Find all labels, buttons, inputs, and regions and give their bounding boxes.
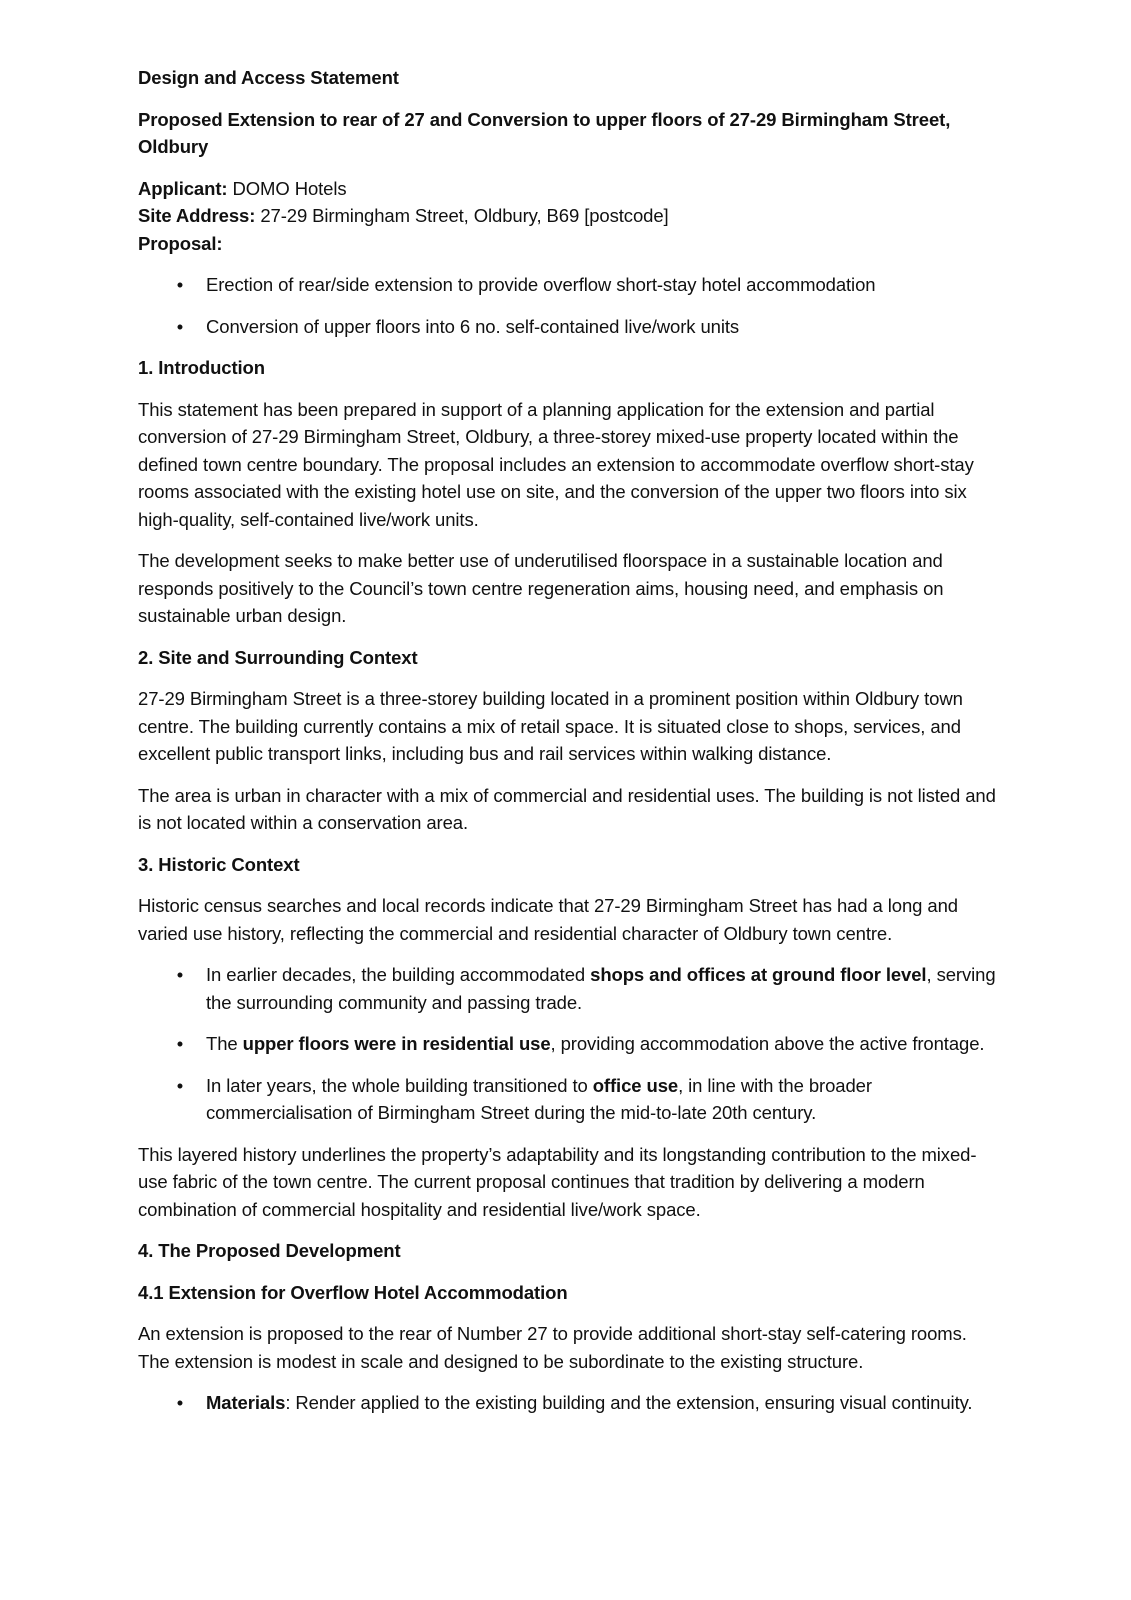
- site-address-value: 27-29 Birmingham Street, Oldbury, B69 [postcode]: [260, 205, 669, 226]
- paragraph: This statement has been prepared in support of a planning application for the extension and partial conversion of 27-29 Birmingham Street, Oldbury, a three-storey mixed-use property located within the defined town centre boundary. The proposal includes an extension to accommodate overflow short-stay rooms associated with the existing hotel use on site, and the conversion of the upper two floors into six high-quality, self-contained live/work units.: [138, 398, 974, 530]
- document-page: [138, 64, 998, 1431]
- applicant-label: Applicant:: [138, 177, 228, 199]
- list-item-text: In earlier decades, the building accommodated: [206, 964, 591, 985]
- bullet-icon: •: [176, 1392, 184, 1413]
- list-item-text: , serving the surrounding community and passing trade.: [206, 964, 996, 1013]
- historic-use-list: [138, 961, 998, 1127]
- proposal-label: Proposal:: [138, 232, 223, 254]
- list-item: [138, 313, 998, 341]
- site-address-label: Site Address:: [138, 205, 256, 226]
- list-item-emphasis: Materials: [206, 1392, 286, 1413]
- paragraph: Historic census searches and local records indicate that 27-29 Birmingham Street has had a long and varied use history, reflecting the commercial and residential character of Oldbury town centre.: [138, 895, 958, 944]
- paragraph: The development seeks to make better use of underutilised floorspace in a sustainable location and responds positively to the Council’s town centre regeneration aims, housing need, and emphasis on sustainable urban design.: [138, 550, 944, 626]
- list-item: [138, 1072, 998, 1127]
- proposal-list: [138, 271, 998, 340]
- extension-details-list: [138, 1389, 998, 1417]
- applicant-value: DOMO Hotels: [232, 177, 347, 199]
- section-heading-historic-context: 3. Historic Context: [138, 853, 300, 875]
- bullet-icon: •: [176, 1074, 184, 1096]
- document-title: Design and Access Statement: [138, 67, 399, 88]
- list-item-emphasis: upper floors were in residential use: [242, 1033, 551, 1054]
- subsection-heading-extension: 4.1 Extension for Overflow Hotel Accommodation: [138, 1281, 568, 1303]
- application-details: [138, 175, 998, 258]
- list-item-emphasis: office use: [592, 1074, 679, 1096]
- section-heading-introduction: 1. Introduction: [138, 357, 265, 378]
- list-item: [138, 961, 998, 1016]
- section-heading-proposed-development: 4. The Proposed Development: [138, 1240, 401, 1261]
- list-item: [138, 1389, 998, 1417]
- list-item: [138, 1030, 998, 1058]
- bullet-icon: •: [176, 274, 184, 295]
- list-item-emphasis: shops and offices at ground floor level: [590, 964, 927, 985]
- list-item-text: In later years, the whole building transitioned to: [206, 1074, 593, 1096]
- paragraph: This layered history underlines the property’s adaptability and its longstanding contribution to the mixed-use fabric of the town centre. The current proposal continues that tradition by delivering a modern combination of commercial hospitality and residential live/work space.: [138, 1143, 977, 1220]
- paragraph: The area is urban in character with a mix of commercial and residential uses. The building is not listed and is not located within a conservation area.: [138, 784, 996, 833]
- list-item-text: , providing accommodation above the active frontage.: [550, 1033, 985, 1054]
- bullet-icon: •: [176, 964, 184, 985]
- proposal-item-text: Conversion of upper floors into 6 no. self-contained live/work units: [206, 315, 740, 337]
- document-subtitle: Proposed Extension to rear of 27 and Conversion to upper floors of 27-29 Birmingham Street, Oldbury: [138, 108, 951, 157]
- list-item-text: The: [206, 1033, 243, 1054]
- section-heading-site-context: 2. Site and Surrounding Context: [138, 646, 418, 668]
- list-item-text: , in line with the broader commercialisation of Birmingham Street during the mid-to-late 20th century.: [206, 1074, 872, 1123]
- paragraph: 27-29 Birmingham Street is a three-storey building located in a prominent position within Oldbury town centre. The building currently contains a mix of retail space. It is situated close to shops, services, and excellent public transport links, including bus and rail services within walking distance.: [138, 688, 963, 764]
- bullet-icon: •: [176, 1033, 184, 1054]
- applicant-line: [138, 175, 998, 203]
- list-item: [138, 271, 998, 299]
- bullet-icon: •: [176, 315, 184, 337]
- list-item-text: : Render applied to the existing building and the extension, ensuring visual continuity.: [285, 1392, 973, 1413]
- site-address-line: [138, 202, 998, 230]
- paragraph: An extension is proposed to the rear of Number 27 to provide additional short-stay self-catering rooms. The extension is modest in scale and designed to be subordinate to the existing structure.: [138, 1323, 967, 1372]
- proposal-item-text: Erection of rear/side extension to provide overflow short-stay hotel accommodation: [206, 274, 876, 295]
